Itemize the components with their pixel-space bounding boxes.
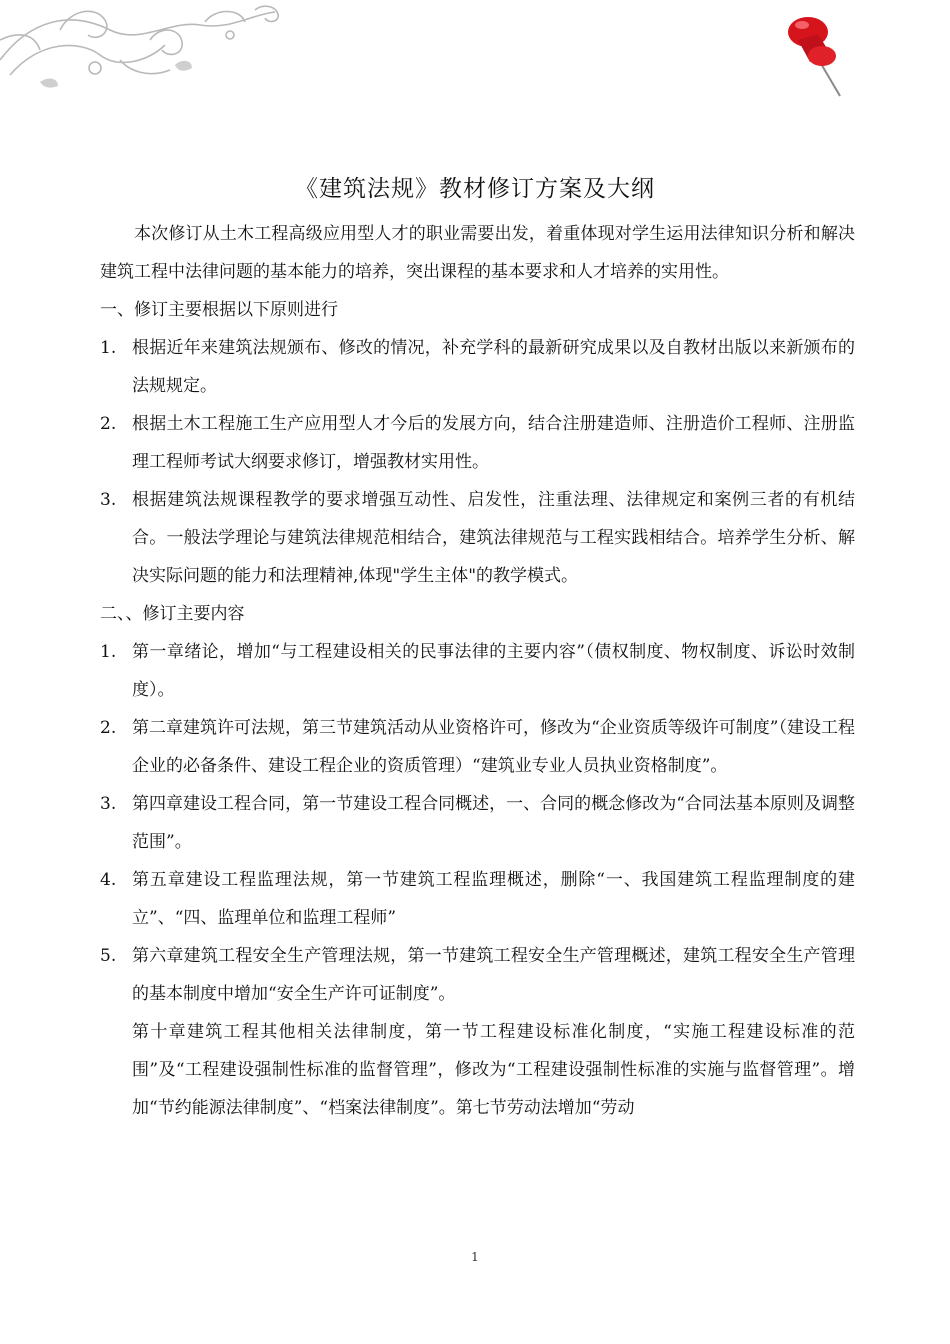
item-number: 3.	[100, 794, 117, 814]
document-body	[100, 215, 855, 1127]
item-text: 根据近年来建筑法规颁布、修改的情况，补充学科的最新研究成果以及自教材出版以来新颁布的法规规定。	[132, 338, 855, 396]
list-item	[100, 709, 855, 785]
item-number: 3.	[100, 490, 117, 510]
red-pushpin-icon	[780, 10, 850, 100]
list-item	[100, 937, 855, 1013]
item-number: 1.	[100, 642, 117, 662]
list-item	[100, 329, 855, 405]
item-number: 4.	[100, 870, 117, 890]
continuation-paragraph: 第十章建筑工程其他相关法律制度，第一节工程建设标准化制度，“实施工程建设标准的范围”及“工程建设强制性标准的监督管理”，修改为“工程建设强制性标准的实施与监督管理”。增加“节约能源法律制度”、“档案法律制度”。第七节劳动法增加“劳动	[132, 1022, 855, 1118]
item-text: 第四章建设工程合同，第一节建设工程合同概述，一、合同的概念修改为“合同法基本原则及调整范围”。	[132, 794, 855, 852]
floral-ornament	[0, 0, 290, 90]
item-number: 1.	[100, 338, 117, 358]
item-number: 2.	[100, 414, 117, 434]
list-item	[100, 861, 855, 937]
item-text: 根据建筑法规课程教学的要求增强互动性、启发性，注重法理、法律规定和案例三者的有机结合。一般法学理论与建筑法律规范相结合，建筑法律规范与工程实践相结合。培养学生分析、解决实际问题的能力和法理精神,体现"学生主体"的教学模式。	[132, 490, 855, 586]
list-item	[100, 405, 855, 481]
document-title: 《建筑法规》教材修订方案及大纲	[295, 176, 655, 202]
item-number: 2.	[100, 718, 117, 738]
item-text: 第一章绪论，增加“与工程建设相关的民事法律的主要内容”（债权制度、物权制度、诉讼时效制度）。	[132, 642, 855, 700]
section-heading-2: 二、、修订主要内容	[100, 604, 245, 624]
item-number: 5.	[100, 946, 117, 966]
list-item	[100, 633, 855, 709]
item-text: 第五章建设工程监理法规，第一节建筑工程监理概述，删除“一、我国建筑工程监理制度的建立”、“四、监理单位和监理工程师”	[132, 870, 855, 928]
item-text: 第二章建筑许可法规，第三节建筑活动从业资格许可，修改为“企业资质等级许可制度”（建设工程企业的必备条件、建设工程企业的资质管理）“建筑业专业人员执业资格制度”。	[132, 718, 855, 776]
list-item	[100, 481, 855, 595]
item-text: 第六章建筑工程安全生产管理法规，第一节建筑工程安全生产管理概述，建筑工程安全生产管理的基本制度中增加“安全生产许可证制度”。	[132, 946, 855, 1004]
intro-paragraph: 本次修订从土木工程高级应用型人才的职业需要出发，着重体现对学生运用法律知识分析和解决建筑工程中法律问题的基本能力的培养，突出课程的基本要求和人才培养的实用性。	[100, 224, 855, 282]
list-item	[100, 785, 855, 861]
section-heading-1: 一、修订主要根据以下原则进行	[100, 300, 338, 320]
item-text: 根据土木工程施工生产应用型人才今后的发展方向，结合注册建造师、注册造价工程师、注册监理工程师考试大纲要求修订，增强教材实用性。	[132, 414, 855, 472]
page-number: 1	[471, 1250, 479, 1264]
